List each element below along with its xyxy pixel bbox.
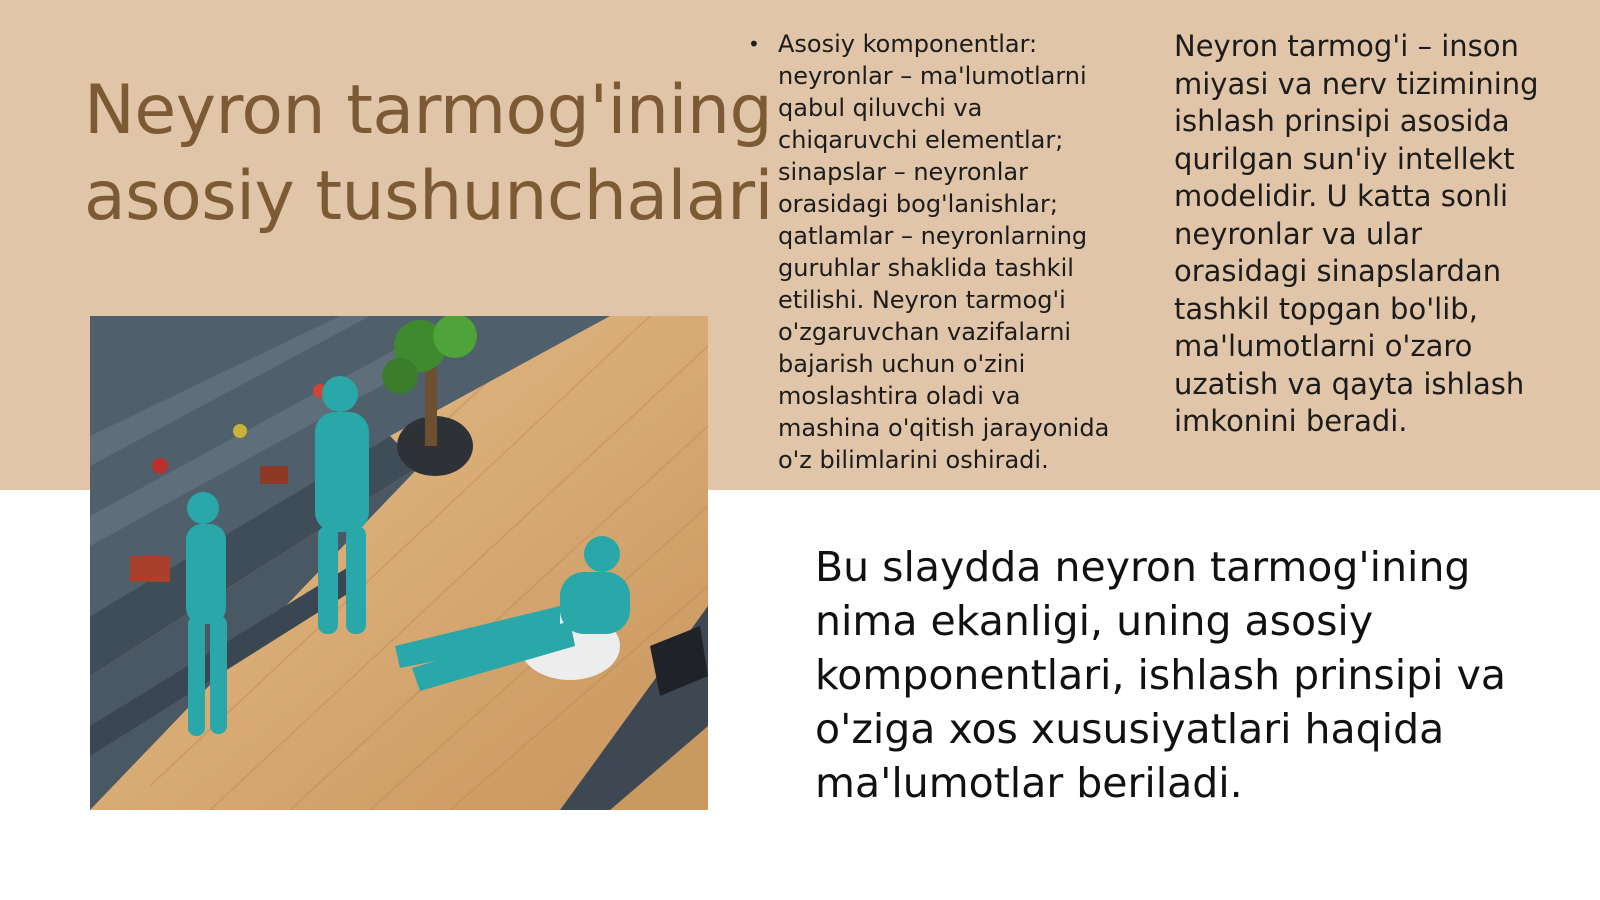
slide-title [84, 68, 804, 240]
title-line-1: Neyron tarmog'ining [84, 71, 773, 150]
intro-paragraph: Neyron tarmog'i – inson miyasi va nerv tizimining ishlash prinsipi asosida qurilgan sun'iy intellekt modelidir. U katta sonli neyronlar va ular orasidagi sinapslardan tashkil topgan bo'lib, ma'lumotlarni o'zaro uzatish va qayta ishlash imkonini beradi. [1174, 29, 1539, 438]
title-line-2: asosiy tushunchalari [84, 157, 773, 236]
bullet-item: • Asosiy komponentlar: neyronlar – ma'lumotlarni qabul qiluvchi va chiqaruvchi elementlar; sinapslar – neyronlar orasidagi bog'lanishlar; qatlamlar – neyronlarning guruhlar shaklida tashkil etilishi. Neyron tarmog'i o'zgaruvchan vazifalarni bajarish uchun o'zini moslashtira oladi va mashina o'qitish jarayonida o'z bilimlarini oshiradi. [748, 28, 1128, 476]
summary-paragraph: Bu slaydda neyron tarmog'ining nima ekanligi, uning asosiy komponentlari, ishlash prinsipi va o'ziga xos xususiyatlari haqida ma'lumotlar beriladi. [815, 543, 1506, 807]
bullet-list [748, 28, 1128, 476]
office-figures-image [90, 316, 708, 810]
